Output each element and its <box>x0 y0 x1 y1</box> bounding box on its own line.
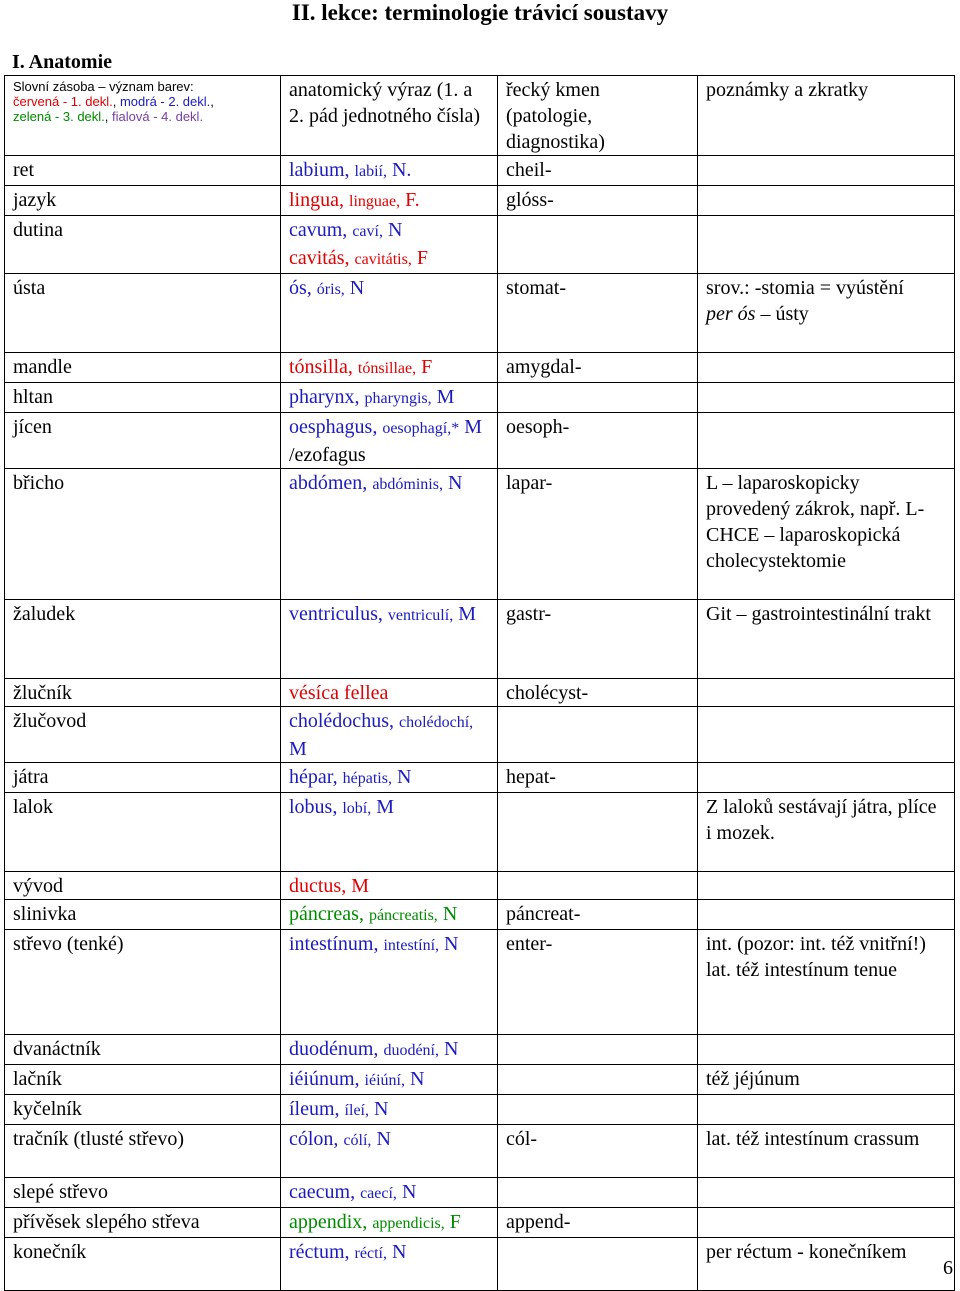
latin-genitive: páncreatis, <box>368 907 438 924</box>
table-row <box>5 413 955 469</box>
latin-gender: N. <box>391 159 412 181</box>
notes <box>698 216 955 274</box>
notes <box>698 872 955 900</box>
czech-label: hltan <box>13 386 53 408</box>
czech-term <box>5 1125 281 1178</box>
latin-genitive: ventriculí, <box>387 607 454 624</box>
latin-gender: M <box>351 875 370 897</box>
latin-term <box>281 872 498 900</box>
latin-genitive: caví, <box>352 223 383 240</box>
page-title: II. lekce: terminologie trávicí soustavy <box>291 0 669 25</box>
notes <box>698 763 955 793</box>
latin-gender: N <box>409 1068 425 1090</box>
czech-label: střevo (tenké) <box>13 933 124 955</box>
greek-stem-text: enter- <box>506 933 553 955</box>
greek-stem <box>498 186 698 216</box>
note-dash: – <box>755 303 776 325</box>
latin-genitive: abdóminis, <box>372 476 443 493</box>
table-row <box>5 186 955 216</box>
note-text: lat. též intestínum crassum <box>706 1128 920 1150</box>
latin-gender: N <box>376 1128 391 1150</box>
latin-term <box>281 274 498 353</box>
latin-gender-2: F <box>416 247 428 269</box>
greek-stem <box>498 274 698 353</box>
czech-label: tračník (tlusté střevo) <box>13 1128 185 1150</box>
greek-stem-text: lapar- <box>506 472 553 494</box>
table-row <box>5 274 955 353</box>
header-row <box>5 76 955 156</box>
czech-term <box>5 1208 281 1238</box>
table-row <box>5 1208 955 1238</box>
czech-term <box>5 707 281 763</box>
greek-stem-text: cól- <box>506 1128 538 1150</box>
table-row <box>5 930 955 1035</box>
latin-term <box>281 1238 498 1291</box>
notes <box>698 1065 955 1095</box>
notes <box>698 900 955 930</box>
notes <box>698 1178 955 1208</box>
czech-term <box>5 900 281 930</box>
latin-term <box>281 707 498 763</box>
czech-label: konečník <box>13 1241 87 1263</box>
latin-genitive: duodéní, <box>383 1042 439 1059</box>
czech-label: mandle <box>13 356 72 378</box>
czech-term <box>5 930 281 1035</box>
notes <box>698 274 955 353</box>
czech-term <box>5 156 281 186</box>
latin-nominative: íleum, <box>289 1098 340 1120</box>
czech-term <box>5 274 281 353</box>
latin-genitive: pharyngis, <box>364 390 432 407</box>
czech-label: slepé střevo <box>13 1181 108 1203</box>
latin-nominative: labium, <box>289 159 350 181</box>
table-row <box>5 469 955 600</box>
czech-label: dutina <box>13 219 63 241</box>
legend-intro: Slovní zásoba – význam barev: <box>13 79 194 94</box>
latin-nominative-2: cavitás, <box>289 247 350 269</box>
czech-label: ret <box>13 159 35 181</box>
notes <box>698 383 955 413</box>
czech-term <box>5 1035 281 1065</box>
latin-nominative: ductus, <box>289 875 347 897</box>
legend-sep: , <box>112 94 120 109</box>
notes <box>698 413 955 469</box>
latin-alt: /ezofagus <box>289 444 366 466</box>
latin-genitive: cholédochí, <box>398 714 474 731</box>
latin-term <box>281 186 498 216</box>
latin-genitive: linguae, <box>349 193 401 210</box>
notes <box>698 1095 955 1125</box>
latin-gender: M <box>289 738 307 760</box>
table-row <box>5 156 955 186</box>
latin-genitive: oesophagí,* <box>382 420 460 437</box>
latin-term <box>281 413 498 469</box>
latin-term <box>281 1208 498 1238</box>
latin-nominative: caecum, <box>289 1181 356 1203</box>
greek-stem <box>498 413 698 469</box>
notes <box>698 469 955 600</box>
czech-label: kyčelník <box>13 1098 82 1120</box>
table-row <box>5 353 955 383</box>
latin-nominative: páncreas, <box>289 903 364 925</box>
table-row <box>5 679 955 707</box>
note-italic: per ós <box>706 303 756 325</box>
greek-stem <box>498 707 698 763</box>
legend-violet: fialová - 4. dekl. <box>112 109 204 124</box>
notes <box>698 679 955 707</box>
latin-term <box>281 900 498 930</box>
table-row <box>5 793 955 872</box>
legend-sep: , <box>210 94 214 109</box>
latin-gender: M <box>458 603 476 625</box>
table-row <box>5 1238 955 1291</box>
czech-term <box>5 600 281 679</box>
greek-stem <box>498 156 698 186</box>
greek-stem <box>498 1238 698 1291</box>
greek-stem <box>498 872 698 900</box>
latin-nominative: cólon, <box>289 1128 339 1150</box>
czech-label: slinivka <box>13 903 77 925</box>
latin-gender: M <box>436 386 455 408</box>
czech-term <box>5 353 281 383</box>
note-text: Z laloků sestávají játra, plíce i mozek. <box>706 796 937 844</box>
czech-label: lalok <box>13 796 53 818</box>
note-text: int. (pozor: int. též vnitřní!) lat. též intestínum tenue <box>706 933 926 981</box>
latin-genitive: appendicis, <box>372 1215 445 1232</box>
greek-stem <box>498 469 698 600</box>
section-heading: I. Anatomie <box>12 51 112 73</box>
latin-genitive: labií, <box>354 163 387 180</box>
latin-gender: N <box>443 1038 459 1060</box>
czech-label: přívěsek slepého střeva <box>13 1211 200 1233</box>
latin-nominative: ós, <box>289 277 312 299</box>
table-row <box>5 1095 955 1125</box>
table-row <box>5 216 955 274</box>
czech-term <box>5 1178 281 1208</box>
latin-term <box>281 1035 498 1065</box>
latin-term <box>281 1125 498 1178</box>
latin-genitive: iéiúní, <box>364 1072 405 1089</box>
czech-label: lačník <box>13 1068 62 1090</box>
czech-label: dvanáctník <box>13 1038 101 1060</box>
czech-label: játra <box>13 766 49 788</box>
note-text: per réctum - konečníkem <box>706 1241 907 1263</box>
latin-gender: F. <box>405 189 420 211</box>
greek-stem <box>498 1065 698 1095</box>
latin-genitive: caecí, <box>360 1185 397 1202</box>
table-row <box>5 900 955 930</box>
latin-term <box>281 353 498 383</box>
czech-label: jazyk <box>13 189 57 211</box>
legend-green: zelená - 3. dekl. <box>13 109 105 124</box>
latin-nominative: iéiúnum, <box>289 1068 360 1090</box>
czech-term <box>5 413 281 469</box>
latin-gender: N <box>349 277 365 299</box>
latin-term <box>281 1095 498 1125</box>
legend-red: červená - 1. dekl. <box>13 94 113 109</box>
latin-term <box>281 216 498 274</box>
latin-term <box>281 1178 498 1208</box>
latin-nominative: cholédochus, <box>289 710 394 732</box>
greek-stem <box>498 1095 698 1125</box>
czech-term <box>5 1065 281 1095</box>
latin-gender: N <box>401 1181 417 1203</box>
latin-nominative: duodénum, <box>289 1038 379 1060</box>
greek-stem <box>498 793 698 872</box>
table-row <box>5 763 955 793</box>
greek-stem <box>498 763 698 793</box>
greek-stem <box>498 1125 698 1178</box>
notes <box>698 1035 955 1065</box>
greek-stem <box>498 353 698 383</box>
greek-stem <box>498 600 698 679</box>
page-number: 6 <box>943 1257 953 1279</box>
latin-nominative: vésíca fellea <box>289 682 389 704</box>
header-notes: poznámky a zkratky <box>698 76 955 156</box>
greek-stem-text: páncreat- <box>506 903 581 925</box>
notes <box>698 353 955 383</box>
latin-nominative: abdómen, <box>289 472 368 494</box>
latin-gender: N <box>396 766 412 788</box>
czech-term <box>5 1238 281 1291</box>
notes <box>698 1238 955 1291</box>
latin-term <box>281 679 498 707</box>
table-row <box>5 872 955 900</box>
greek-stem <box>498 930 698 1035</box>
latin-genitive: lobí, <box>342 800 372 817</box>
czech-label: břicho <box>13 472 65 494</box>
notes <box>698 156 955 186</box>
table-row <box>5 1035 955 1065</box>
latin-term <box>281 1065 498 1095</box>
latin-term <box>281 600 498 679</box>
notes <box>698 600 955 679</box>
greek-stem <box>498 900 698 930</box>
czech-label: žaludek <box>13 603 76 625</box>
latin-nominative: pharynx, <box>289 386 360 408</box>
notes <box>698 1208 955 1238</box>
greek-stem-text: cholécyst- <box>506 682 589 704</box>
color-legend <box>5 76 281 156</box>
table-row <box>5 1065 955 1095</box>
latin-nominative: réctum, <box>289 1241 350 1263</box>
greek-stem-text: gastr- <box>506 603 552 625</box>
greek-stem <box>498 216 698 274</box>
czech-term <box>5 679 281 707</box>
latin-nominative: lobus, <box>289 796 338 818</box>
greek-stem-text: append- <box>506 1211 571 1233</box>
czech-label: žlučovod <box>13 710 87 732</box>
czech-term <box>5 872 281 900</box>
latin-gender: N <box>447 472 463 494</box>
latin-gender: F <box>449 1211 461 1233</box>
table-row <box>5 707 955 763</box>
latin-gender: N <box>391 1241 407 1263</box>
latin-genitive: cólí, <box>343 1132 372 1149</box>
latin-nominative: intestínum, <box>289 933 379 955</box>
latin-gender: F <box>421 356 433 378</box>
czech-label: žlučník <box>13 682 72 704</box>
latin-genitive: óris, <box>316 281 345 298</box>
latin-nominative: tónsilla, <box>289 356 353 378</box>
latin-term <box>281 469 498 600</box>
czech-term <box>5 186 281 216</box>
latin-term <box>281 930 498 1035</box>
czech-label: vývod <box>13 875 63 897</box>
greek-stem-text: hepat- <box>506 766 556 788</box>
czech-term <box>5 216 281 274</box>
latin-nominative: cavum, <box>289 219 348 241</box>
latin-genitive: hépatis, <box>342 770 392 787</box>
latin-term <box>281 793 498 872</box>
latin-genitive: réctí, <box>354 1245 387 1262</box>
czech-term <box>5 469 281 600</box>
latin-term <box>281 383 498 413</box>
latin-term <box>281 156 498 186</box>
latin-term <box>281 763 498 793</box>
terminology-table <box>4 75 955 1291</box>
latin-nominative: ventriculus, <box>289 603 383 625</box>
greek-stem-text: oesoph- <box>506 416 570 438</box>
czech-label: ústa <box>13 277 46 299</box>
table-row <box>5 383 955 413</box>
latin-nominative: lingua, <box>289 189 344 211</box>
latin-gender: N <box>387 219 403 241</box>
latin-nominative: hépar, <box>289 766 338 788</box>
greek-stem <box>498 1208 698 1238</box>
note-text: též jéjúnum <box>706 1068 800 1090</box>
latin-genitive: intestíní, <box>383 937 440 954</box>
latin-gender: N <box>373 1098 389 1120</box>
greek-stem <box>498 1178 698 1208</box>
latin-gender: N <box>444 933 459 955</box>
latin-genitive: tónsillae, <box>357 360 417 377</box>
latin-gender: N <box>442 903 458 925</box>
latin-genitive-2: cavitátis, <box>354 251 412 268</box>
legend-blue: modrá - 2. dekl. <box>119 94 211 109</box>
note-text: L – laparoskopicky provedený zákrok, např. L-CHCE – laparoskopická cholecystektomie <box>706 472 925 572</box>
czech-label: jícen <box>13 416 52 438</box>
notes <box>698 186 955 216</box>
table-row <box>5 1125 955 1178</box>
header-greek: řecký kmen (patologie, diagnostika) <box>498 76 698 156</box>
latin-nominative: appendix, <box>289 1211 368 1233</box>
czech-term <box>5 1095 281 1125</box>
header-anatomic: anatomický výraz (1. a 2. pád jednotného čísla) <box>281 76 498 156</box>
czech-term <box>5 793 281 872</box>
note-text: Git – gastrointestinální trakt <box>706 603 931 625</box>
latin-nominative: oesphagus, <box>289 416 378 438</box>
greek-stem-text: amygdal- <box>506 356 582 378</box>
czech-term <box>5 383 281 413</box>
note-rest: ústy <box>775 303 809 325</box>
greek-stem <box>498 1035 698 1065</box>
legend-sep: , <box>104 109 113 124</box>
notes <box>698 793 955 872</box>
notes <box>698 930 955 1035</box>
latin-gender: M <box>376 796 395 818</box>
latin-gender: M <box>464 416 482 438</box>
notes <box>698 707 955 763</box>
latin-genitive: íleí, <box>344 1102 369 1119</box>
notes <box>698 1125 955 1178</box>
greek-stem <box>498 679 698 707</box>
greek-stem <box>498 383 698 413</box>
greek-stem-text: glóss- <box>506 189 554 211</box>
czech-term <box>5 763 281 793</box>
table-row <box>5 600 955 679</box>
note-text: srov.: -stomia = vyústění <box>706 277 904 299</box>
table-row <box>5 1178 955 1208</box>
greek-stem-text: cheil- <box>506 159 552 181</box>
greek-stem-text: stomat- <box>506 277 566 299</box>
